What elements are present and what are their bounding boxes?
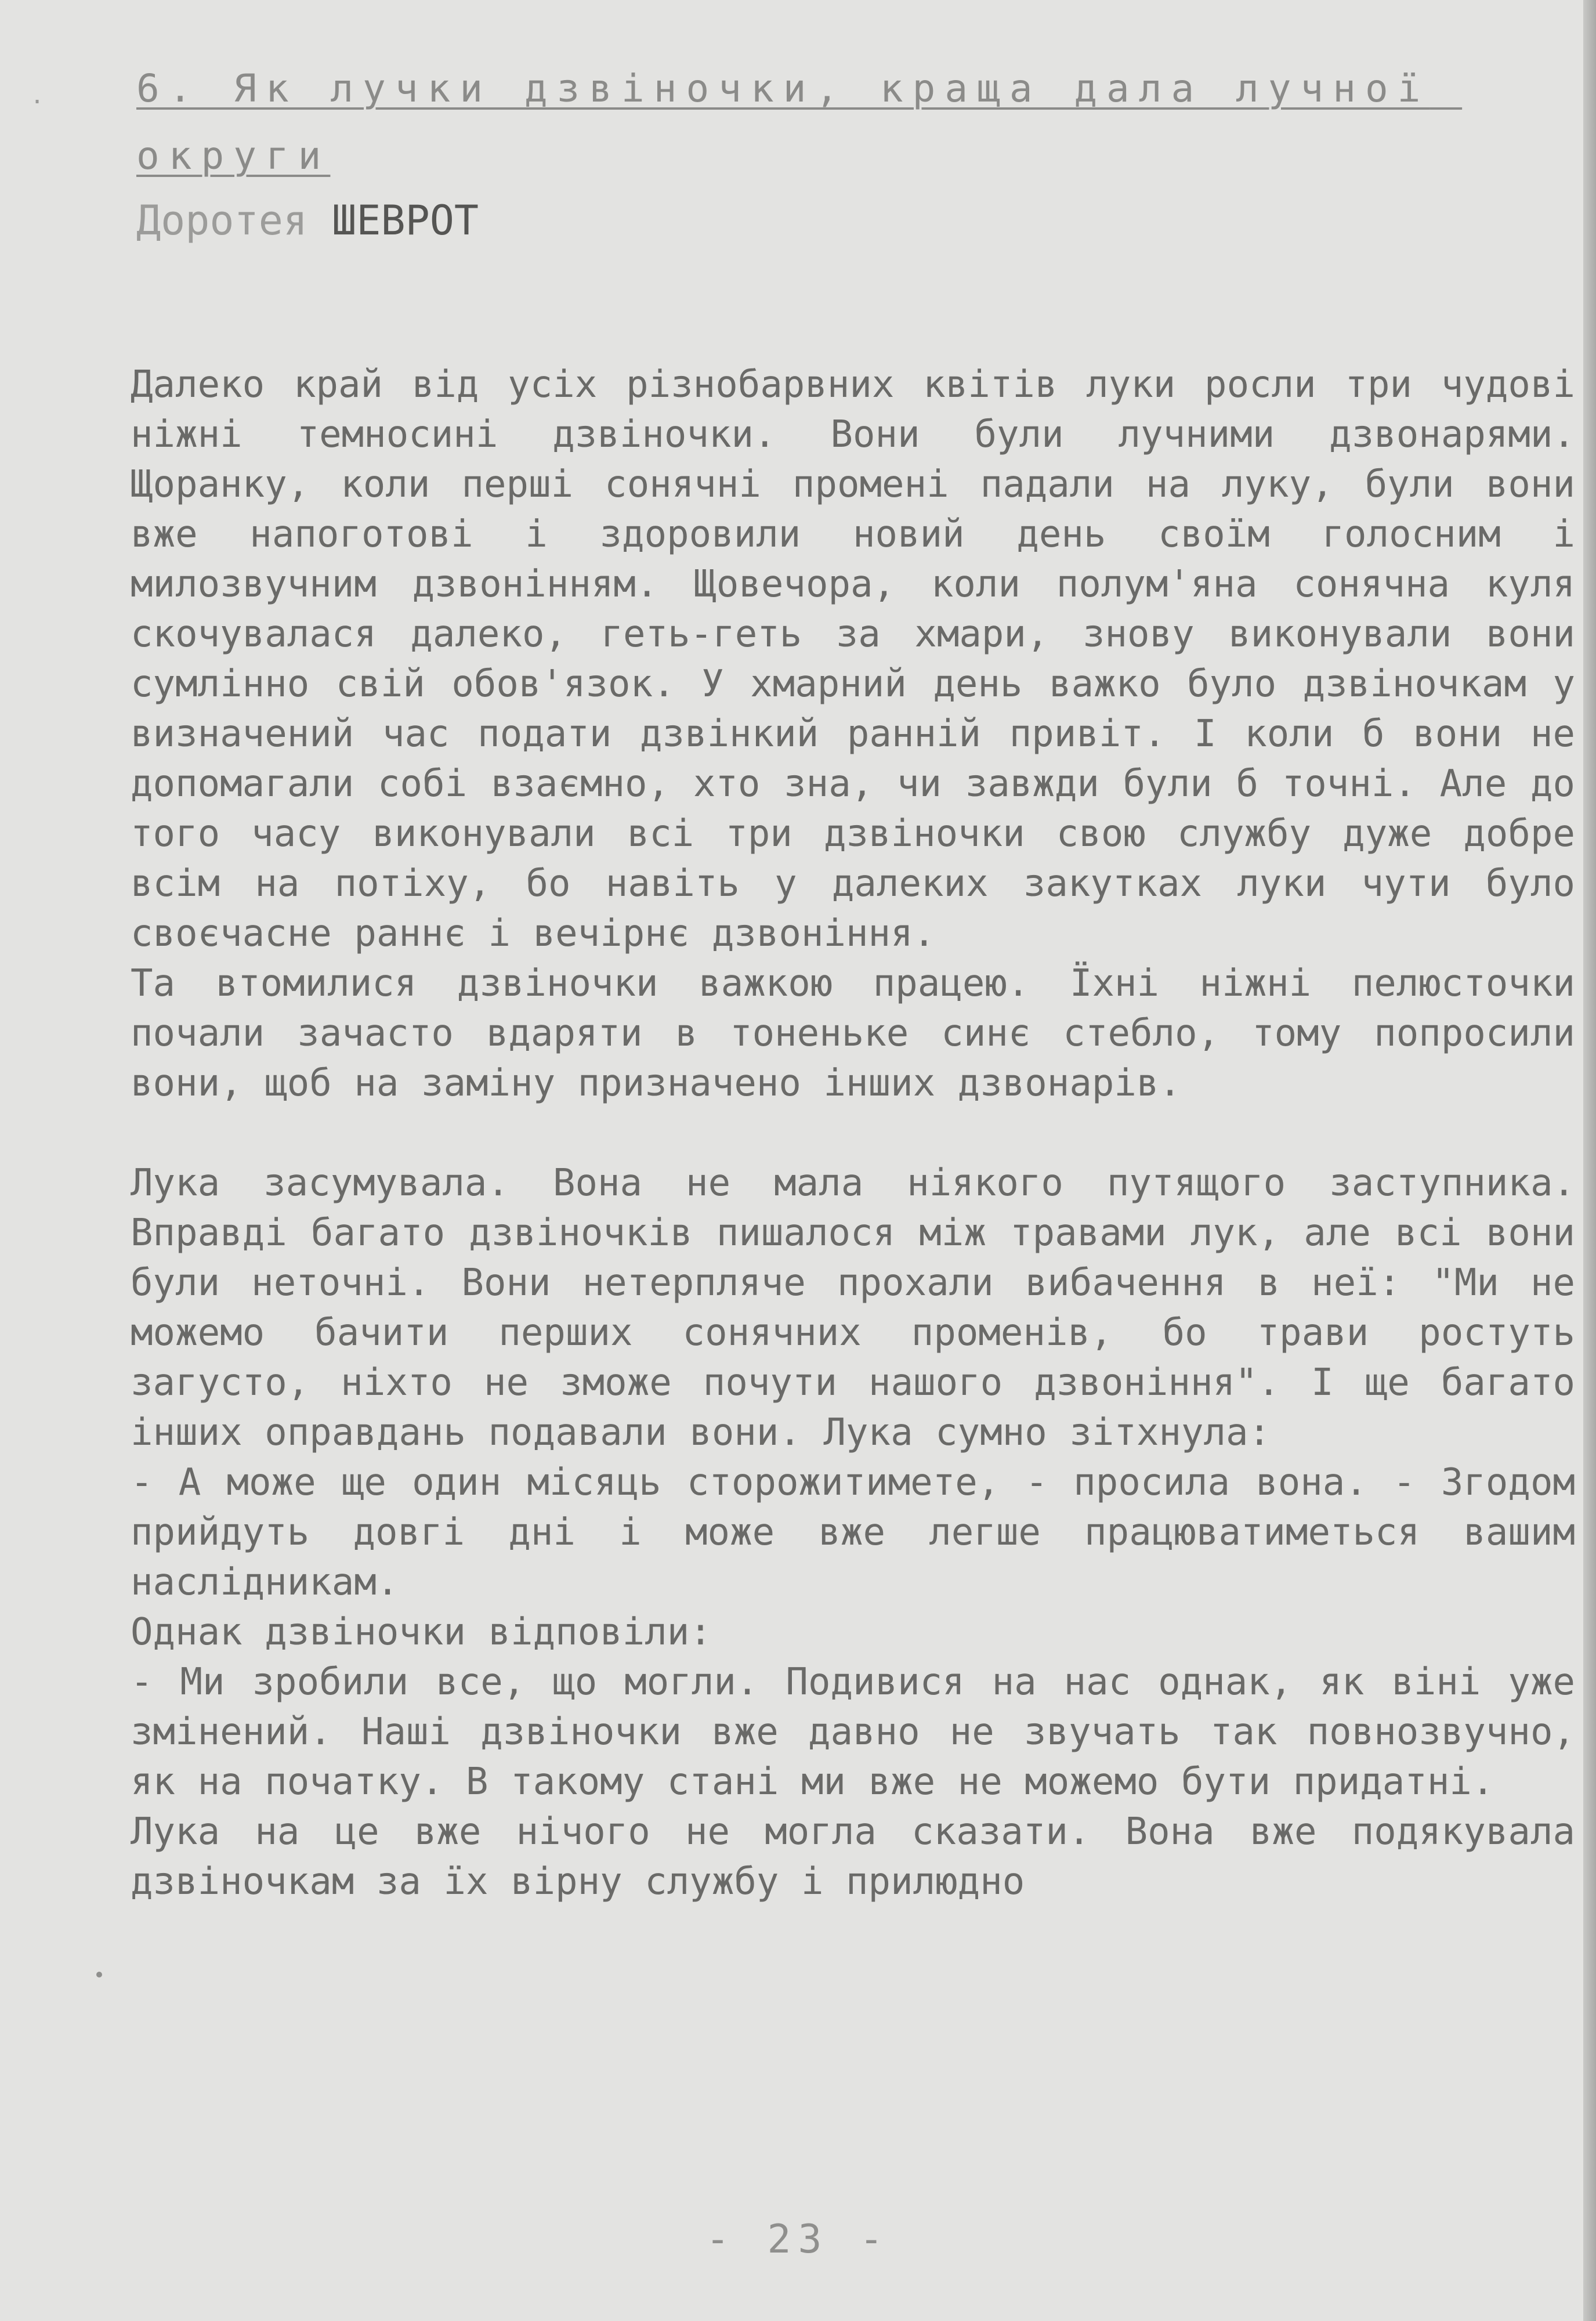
- page-edge-shadow: [1583, 0, 1596, 2321]
- paragraph-3: Лука засумувала. Вона не мала ніякого путящого заступника. Вправді багато дзвіночків пишалося між травами лук, але всі вони були неточні. Вони нетерпляче прохали вибачення в неї: "Ми не можемо бачити перших сонячних променів, бо трави ростуть загусто, ніхто не зможе почути нашого дзвоніння". І ще багато інших оправдань подавали вони. Лука сумно зітхнула:: [131, 1162, 1575, 1454]
- margin-dot: [96, 1972, 102, 1977]
- paragraph-2: Та втомилися дзвіночки важкою працею. Їхні ніжні пелюсточки почали зачасто вдаряти в тоненьке синє стебло, тому попросили вони, щоб на заміну призначено інших дзвонарів.: [131, 962, 1575, 1105]
- page-number: - 23 -: [705, 2217, 891, 2262]
- paragraph-1: Далеко край від усіх різнобарвних квітів луки росли три чудові ніжні темносині дзвіночки. Вони були лучними дзвонарями. Щоранку, коли перші сонячні промені падали на луку, були вони вже напоготові і здоровили новий день своїм голосним і милозвучним дзвонінням. Щовечора, коли полум'яна сонячна куля скочувалася далеко, геть-геть за хмари, знову виконували вони сумлінно свій обов'язок. У хмарний день важко було дзвіночкам у визначений час подати дзвінкий ранній привіт. І коли б вони не допомагали собі взаємно, хто зна, чи завжди були б точні. Але до того часу виконували всі три дзвіночки свою службу дуже добре всім на потіху, бо навіть у далеких закутках луки чути було своєчасне раннє і вечірнє дзвоніння.: [131, 363, 1575, 955]
- paragraph-4: - А може ще один місяць сторожитимете, - просила вона. - Згодом прийдуть довгі дні і може вже легше працюватиметься вашим наслідникам.: [131, 1461, 1575, 1604]
- author-first-name: Доротея: [136, 197, 308, 244]
- story-title-text: 6. Як лучки дзвіночки, краща дала лучної округи: [136, 66, 1463, 178]
- margin-mark: .: [30, 82, 45, 109]
- author-last-name: ШЕВРОТ: [332, 197, 479, 244]
- story-body: [131, 360, 1575, 1907]
- paragraph-7: Лука на це вже нічого не могла сказати. Вона вже подякувала дзвіночкам за їх вірну службу і прилюдно: [131, 1810, 1575, 1903]
- author-line: [136, 191, 479, 250]
- paragraph-5: Однак дзвіночки відповіли:: [131, 1611, 712, 1654]
- paragraph-6: - Ми зробили все, що могли. Подивися на нас однак, як віні уже змінений. Наші дзвіночки вже давно не звучать так повнозвучно, як на початку. В такому стані ми вже не можемо бути придатні.: [131, 1661, 1575, 1803]
- story-title: [136, 55, 1564, 190]
